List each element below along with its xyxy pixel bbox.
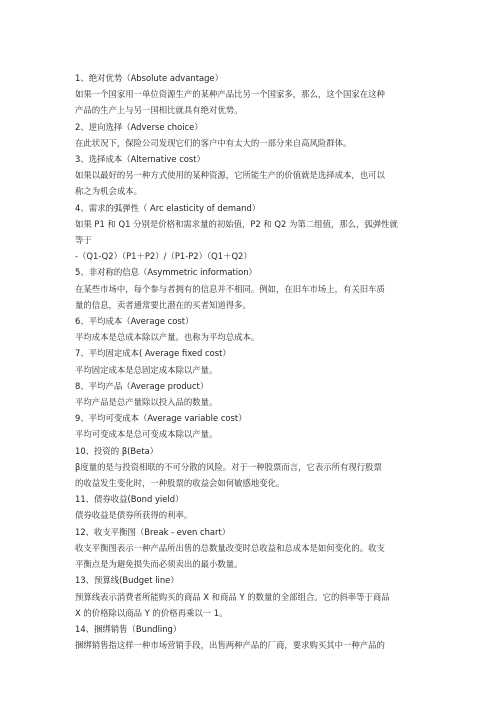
paragraph-line: 如果 P1 和 Q1 分别是价格和需求量的初始值，P2 和 Q2 为第二组值，那么，弧弹性就 — [75, 218, 398, 229]
section-heading: 5、非对称的信息（Asymmetric information） — [75, 267, 257, 278]
paragraph-line: 的收益发生变化时，一种股票的收益会如何敏感地变化。 — [75, 478, 285, 489]
paragraph-line: 平均可变成本是总可变成本除以产量。 — [75, 429, 218, 440]
paragraph-line: β度量的是与投资相联的不可分散的风险。对于一种股票而言，它表示所有现行股票 — [75, 461, 382, 472]
paragraph-line: 平衡点是为避免损失而必须卖出的最小数量。 — [75, 559, 243, 570]
section-heading: 12、收支平衡图（Break - even chart） — [75, 526, 231, 537]
paragraph-line: 量的信息，卖者通常要比潜在的买者知道得多。 — [75, 299, 251, 310]
section-heading: 11、债券收益(Bond yield） — [75, 494, 184, 505]
paragraph-line: 在此状况下，保险公司发现它们的客户中有太大的一部分来自高风险群体。 — [75, 137, 352, 148]
section-heading: 8、平均产品（Average product） — [75, 380, 209, 391]
section-heading: 2、逆向选择（Adverse choice） — [75, 121, 203, 132]
paragraph-line: 平均固定成本是总固定成本除以产量。 — [75, 364, 218, 375]
paragraph-line: 债券收益是债券所获得的利率。 — [75, 510, 193, 521]
paragraph-line: 平均产品是总产量除以投入品的数量。 — [75, 397, 218, 408]
section-heading: 6、平均成本（Average cost） — [75, 316, 194, 327]
paragraph-line: 如果一个国家用一单位资源生产的某种产品比另一个国家多，那么，这个国家在这种 — [75, 89, 385, 100]
section-heading: 14、捆绑销售（Bundling） — [75, 623, 182, 634]
section-heading: 7、平均固定成本( Average fixed cost） — [75, 348, 231, 359]
paragraph-line: 产品的生产上与另一国相比就具有绝对优势。 — [75, 105, 243, 116]
paragraph-line: X 的价格除以商品 Y 的价格再乘以一 1。 — [75, 607, 228, 618]
section-heading: 4、需求的弧弹性（ Arc elasticity of demand） — [75, 202, 261, 213]
section-heading: 3、选择成本（Alternative cost） — [75, 154, 205, 165]
paragraph-line: 收支平衡图表示一种产品所出售的总数量改变时总收益和总成本是如何变化的。收支 — [75, 542, 385, 553]
section-heading: 10、投资的 β(Beta） — [75, 445, 159, 456]
document-page — [75, 70, 427, 653]
section-heading: 13、预算线(Budget line） — [75, 575, 179, 586]
section-heading: 9、平均可变成本（Average variable cost） — [75, 413, 247, 424]
paragraph-line: 平均成本是总成本除以产量。也称为平均总成本。 — [75, 332, 260, 343]
paragraph-line: 捆绑销售指这样一种市场营销手段，出售两种产品的厂商，要求购买其中一种产品的 — [75, 640, 385, 651]
paragraph-line: 预算线表示消费者所能购买的商品 X 和商品 Y 的数量的全部组合。它的斜率等于商品 — [75, 591, 390, 602]
paragraph-line: -（Q1-Q2）（P1＋P2）/（P1-P2）（Q1＋Q2） — [75, 251, 252, 262]
paragraph-line: 在某些市场中，每个参与者拥有的信息并不相同。例如，在旧车市场上，有关旧车质 — [75, 283, 385, 294]
section-heading: 1、绝对优势（Absolute advantage） — [75, 73, 223, 83]
paragraph-line: 称之为机会成本。 — [75, 186, 142, 197]
paragraph-line: 如果以最好的另一种方式使用的某种资源，它所能生产的价值就是选择成本，也可以 — [75, 170, 385, 181]
paragraph-line: 等于 — [75, 235, 92, 246]
